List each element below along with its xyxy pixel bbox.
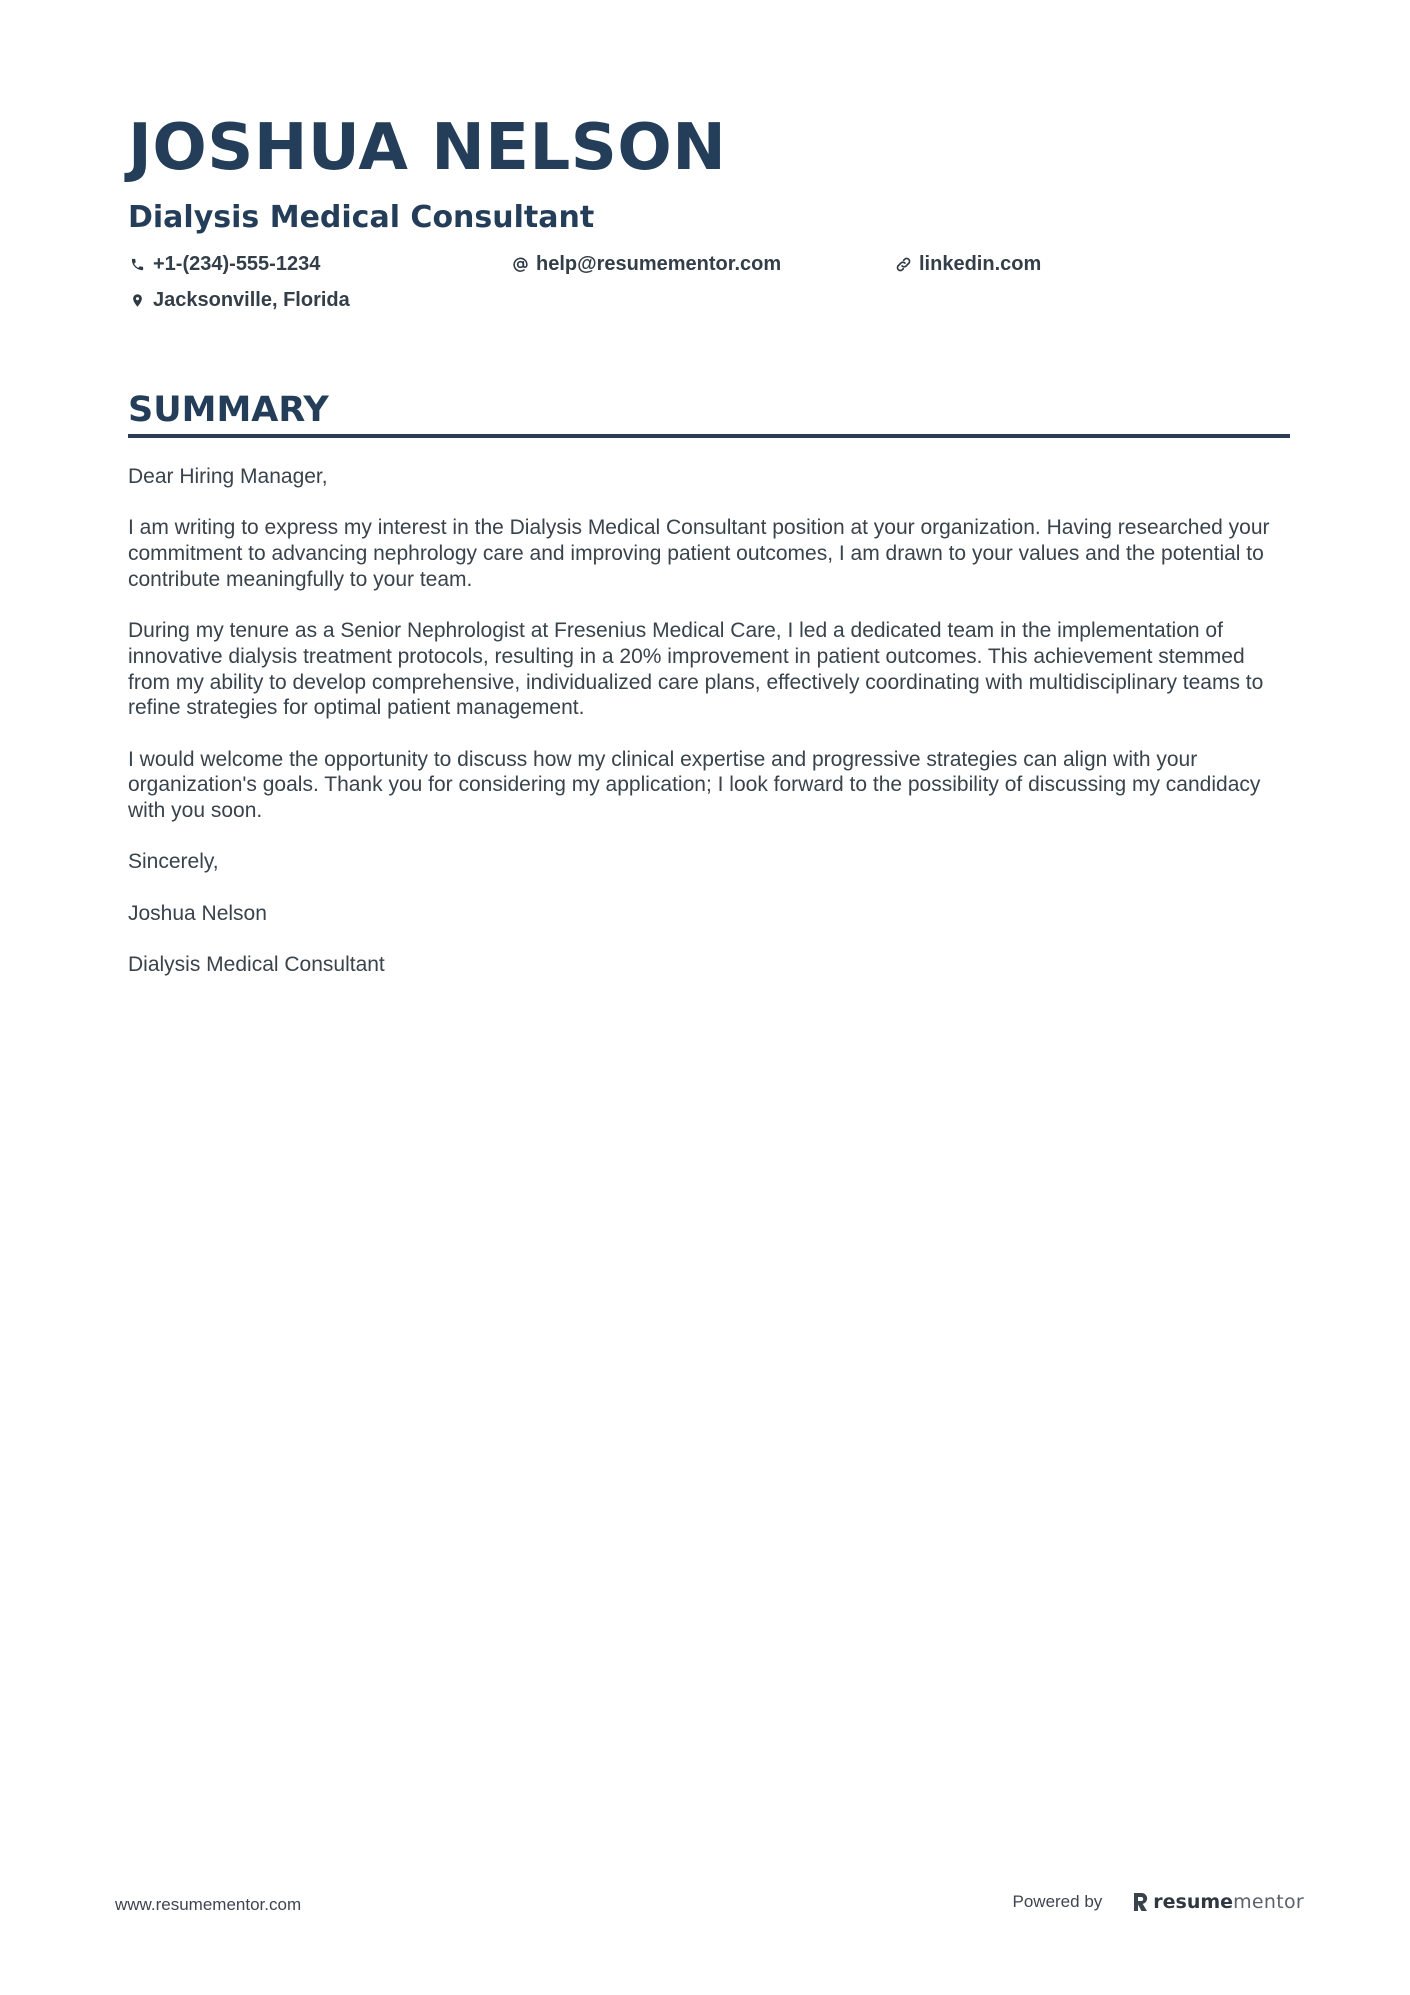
- link-icon: [894, 255, 912, 273]
- resume-header: [128, 108, 1288, 312]
- paragraph-2: During my tenure as a Senior Nephrologist at Fresenius Medical Care, I led a dedicated team in the implementation of innovative dialysis treatment protocols, resulting in a 20% improvement in patient outcomes. This achievement stemmed from my ability to develop comprehensive, individualized care plans, effectively coordinating with multidisciplinary teams to refine strategies for optimal patient management.: [128, 619, 1264, 720]
- resumementor-logo-icon: [1132, 1892, 1148, 1912]
- phone-text: +1-(234)-555-1234: [153, 253, 321, 275]
- contact-location: [128, 288, 511, 312]
- footer-branding: [1013, 1890, 1305, 1914]
- linkedin-text[interactable]: linkedin.com: [919, 253, 1042, 275]
- section-heading: SUMMARY: [128, 390, 329, 430]
- footer-website[interactable]: www.resumementor.com: [115, 1895, 302, 1914]
- section-divider: [128, 434, 1290, 438]
- brand-logo[interactable]: [1132, 1890, 1304, 1914]
- phone-icon: [128, 255, 146, 273]
- summary-section: [128, 388, 1290, 1004]
- signature-title: Dialysis Medical Consultant: [128, 953, 385, 977]
- job-title: Dialysis Medical Consultant: [128, 200, 595, 235]
- cover-letter-body: [128, 464, 1290, 978]
- contact-phone: [128, 252, 511, 276]
- powered-by-text: Powered by: [1012, 1892, 1103, 1911]
- contact-info: [128, 252, 1288, 312]
- greeting: Dear Hiring Manager,: [128, 465, 328, 488]
- contact-email[interactable]: [511, 252, 894, 276]
- location-text: Jacksonville, Florida: [153, 289, 350, 311]
- signature-name: Joshua Nelson: [128, 901, 267, 925]
- email-text[interactable]: help@resumementor.com: [536, 253, 782, 275]
- closing: Sincerely,: [128, 850, 219, 874]
- paragraph-1: I am writing to express my interest in the Dialysis Medical Consultant position at your organization. Having researched your commitment to advancing nephrology care and improving patient outcomes, I am drawn to your values and the potential to contribute meaningfully to your team.: [128, 516, 1270, 591]
- at-icon: [511, 255, 529, 273]
- map-pin-icon: [128, 291, 146, 309]
- paragraph-3: I would welcome the opportunity to discuss how my clinical expertise and progressive strategies can align with your organization's goals. Thank you for considering my application; I look forward to the possibility of discussing my candidacy with you soon.: [128, 747, 1261, 823]
- candidate-name: JOSHUA NELSON: [128, 111, 727, 185]
- brand-name-part2: mentor: [1233, 1891, 1304, 1913]
- brand-name-part1: resume: [1153, 1891, 1234, 1913]
- contact-linkedin[interactable]: [894, 252, 1277, 276]
